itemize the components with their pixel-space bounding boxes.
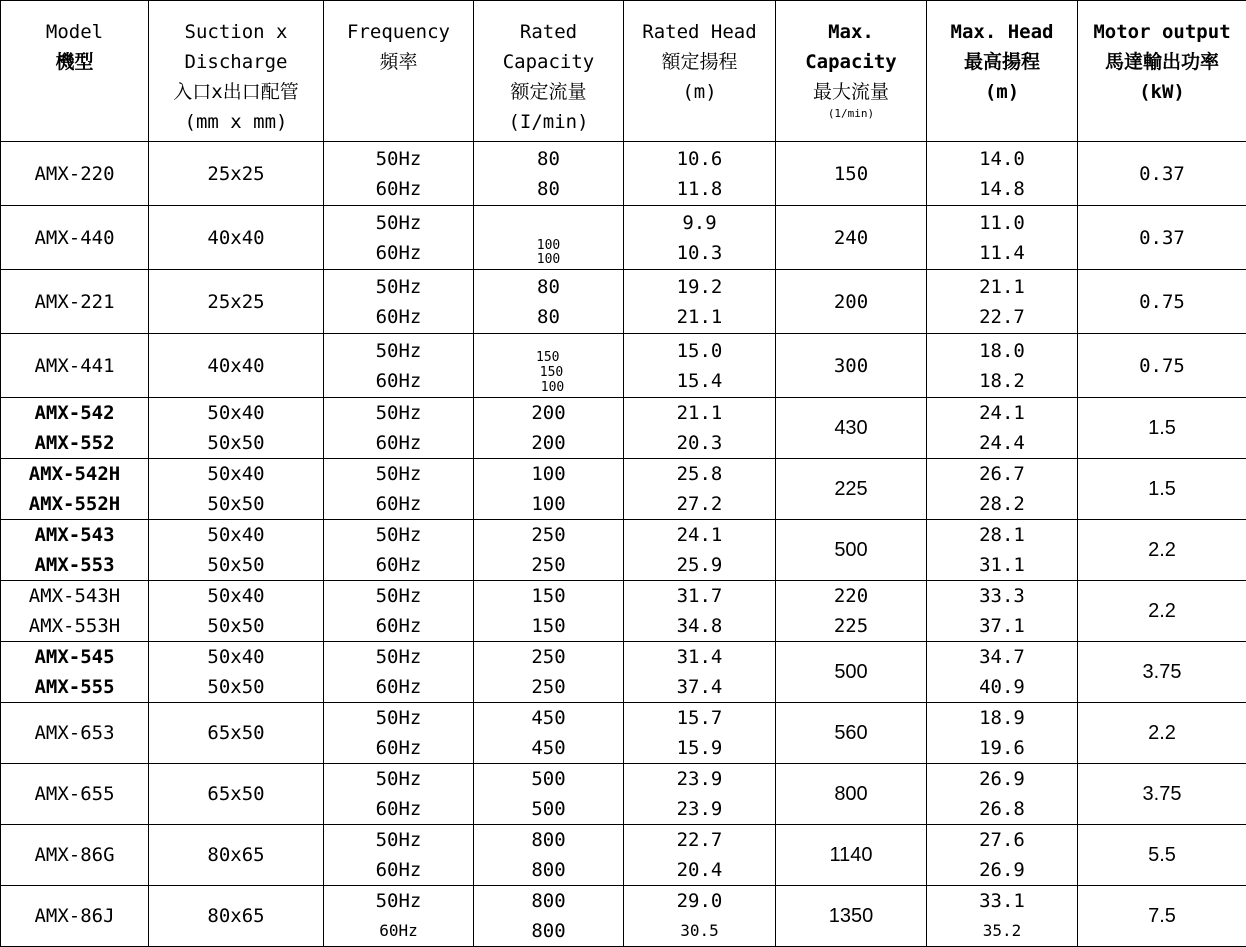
cell-suction: 40x40	[149, 206, 324, 270]
header-frequency: Frequency 頻率	[324, 1, 474, 142]
cell-rated-head: 24.1 25.9	[624, 520, 776, 581]
cell-rated-head: 29.0 30.5	[624, 886, 776, 947]
cell-frequency: 50Hz 60Hz	[324, 642, 474, 703]
cell-rated-capacity: 200 200	[474, 398, 624, 459]
cell-motor-output: 0.37	[1078, 142, 1246, 206]
cell-model: AMX-542H AMX-552H	[1, 459, 149, 520]
cell-motor-output: 0.75	[1078, 270, 1246, 334]
cell-frequency: 50Hz 60Hz	[324, 703, 474, 764]
cell-motor-output: 5.5	[1078, 825, 1246, 886]
cell-rated-head: 31.4 37.4	[624, 642, 776, 703]
cell-rated-head: 9.9 10.3	[624, 206, 776, 270]
cell-max-capacity: 1140	[776, 825, 927, 886]
cell-frequency: 50Hz 60Hz	[324, 886, 474, 947]
cell-frequency: 50Hz 60Hz	[324, 764, 474, 825]
table-row	[1, 764, 1246, 825]
cell-rated-head: 21.1 20.3	[624, 398, 776, 459]
cell-frequency: 50Hz 60Hz	[324, 398, 474, 459]
cell-rated-head: 23.9 23.9	[624, 764, 776, 825]
header-suction: Suction x Discharge 入口x出口配管 (mm x mm)	[149, 1, 324, 142]
table-row	[1, 825, 1246, 886]
cell-frequency: 50Hz 60Hz	[324, 581, 474, 642]
cell-rated-capacity: 250 250	[474, 520, 624, 581]
cell-rated-capacity: 80 80	[474, 270, 624, 334]
table-row	[1, 581, 1246, 642]
cell-rated-capacity: 800 800	[474, 825, 624, 886]
cell-max-head: 28.1 31.1	[927, 520, 1078, 581]
cell-rated-head: 15.7 15.9	[624, 703, 776, 764]
cell-model: AMX-545 AMX-555	[1, 642, 149, 703]
cell-model: AMX-655	[1, 764, 149, 825]
header-max-head: Max. Head 最高揚程 (m)	[927, 1, 1078, 142]
cell-max-head: 26.9 26.8	[927, 764, 1078, 825]
cell-max-head: 34.7 40.9	[927, 642, 1078, 703]
cell-max-capacity: 150	[776, 142, 927, 206]
cell-rated-head: 19.2 21.1	[624, 270, 776, 334]
cell-model: AMX-542 AMX-552	[1, 398, 149, 459]
cell-model: AMX-440	[1, 206, 149, 270]
cell-model: AMX-543H AMX-553H	[1, 581, 149, 642]
table-row	[1, 334, 1246, 398]
cell-rated-capacity: 100 100	[474, 206, 624, 270]
cell-max-capacity: 500	[776, 642, 927, 703]
table-row	[1, 398, 1246, 459]
cell-frequency: 50Hz 60Hz	[324, 270, 474, 334]
cell-max-capacity: 240	[776, 206, 927, 270]
table-row	[1, 206, 1246, 270]
cell-model: AMX-543 AMX-553	[1, 520, 149, 581]
cell-max-capacity: 220 225	[776, 581, 927, 642]
cell-max-capacity: 560	[776, 703, 927, 764]
cell-motor-output: 3.75	[1078, 764, 1246, 825]
cell-model: AMX-441	[1, 334, 149, 398]
cell-max-head: 33.3 37.1	[927, 581, 1078, 642]
cell-rated-capacity: 100 100	[474, 459, 624, 520]
cell-motor-output: 2.2	[1078, 703, 1246, 764]
cell-suction: 80x65	[149, 886, 324, 947]
cell-frequency: 50Hz 60Hz	[324, 825, 474, 886]
cell-model: AMX-86J	[1, 886, 149, 947]
cell-max-head: 26.7 28.2	[927, 459, 1078, 520]
cell-max-head: 11.0 11.4	[927, 206, 1078, 270]
cell-max-capacity: 300	[776, 334, 927, 398]
cell-suction: 40x40	[149, 334, 324, 398]
cell-motor-output: 1.5	[1078, 398, 1246, 459]
cell-model: AMX-221	[1, 270, 149, 334]
table-row	[1, 459, 1246, 520]
cell-motor-output: 2.2	[1078, 581, 1246, 642]
cell-rated-capacity: 800 800	[474, 886, 624, 947]
table-row	[1, 703, 1246, 764]
cell-suction: 50x40 50x50	[149, 459, 324, 520]
table-row	[1, 142, 1246, 206]
header-row	[1, 1, 1246, 142]
cell-motor-output: 2.2	[1078, 520, 1246, 581]
cell-suction: 25x25	[149, 270, 324, 334]
cell-max-head: 27.6 26.9	[927, 825, 1078, 886]
cell-frequency: 50Hz 60Hz	[324, 459, 474, 520]
cell-motor-output: 0.37	[1078, 206, 1246, 270]
cell-motor-output: 1.5	[1078, 459, 1246, 520]
cell-max-capacity: 225	[776, 459, 927, 520]
cell-rated-capacity: 80 80	[474, 142, 624, 206]
cell-suction: 50x40 50x50	[149, 642, 324, 703]
cell-rated-capacity: 500 500	[474, 764, 624, 825]
cell-suction: 25x25	[149, 142, 324, 206]
cell-model: AMX-220	[1, 142, 149, 206]
cell-suction: 50x40 50x50	[149, 581, 324, 642]
cell-rated-capacity: 250 250	[474, 642, 624, 703]
cell-max-head: 18.0 18.2	[927, 334, 1078, 398]
header-model: Model 機型	[1, 1, 149, 142]
cell-rated-capacity: 150 150	[474, 581, 624, 642]
cell-max-capacity: 430	[776, 398, 927, 459]
header-motor-output: Motor output 馬達輸出功率 (kW)	[1078, 1, 1246, 142]
cell-rated-head: 22.7 20.4	[624, 825, 776, 886]
table-row	[1, 270, 1246, 334]
cell-max-capacity: 500	[776, 520, 927, 581]
cell-max-head: 24.1 24.4	[927, 398, 1078, 459]
cell-motor-output: 0.75	[1078, 334, 1246, 398]
cell-motor-output: 7.5	[1078, 886, 1246, 947]
cell-rated-head: 10.6 11.8	[624, 142, 776, 206]
cell-rated-head: 15.0 15.4	[624, 334, 776, 398]
cell-max-capacity: 800	[776, 764, 927, 825]
cell-max-head: 14.0 14.8	[927, 142, 1078, 206]
header-rated-capacity: Rated Capacity 额定流量 (I/min)	[474, 1, 624, 142]
table-row	[1, 886, 1246, 947]
cell-max-head: 18.9 19.6	[927, 703, 1078, 764]
header-rated-head: Rated Head 額定揚程 (m)	[624, 1, 776, 142]
cell-suction: 50x40 50x50	[149, 398, 324, 459]
cell-rated-capacity: 450 450	[474, 703, 624, 764]
cell-frequency: 50Hz 60Hz	[324, 206, 474, 270]
cell-model: AMX-86G	[1, 825, 149, 886]
cell-suction: 80x65	[149, 825, 324, 886]
cell-max-capacity: 1350	[776, 886, 927, 947]
cell-suction: 65x50	[149, 703, 324, 764]
cell-max-capacity: 200	[776, 270, 927, 334]
cell-frequency: 50Hz 60Hz	[324, 334, 474, 398]
header-max-capacity: Max. Capacity 最大流量 (1/min)	[776, 1, 927, 142]
cell-suction: 65x50	[149, 764, 324, 825]
cell-max-head: 33.1 35.2	[927, 886, 1078, 947]
cell-motor-output: 3.75	[1078, 642, 1246, 703]
cell-rated-head: 31.7 34.8	[624, 581, 776, 642]
cell-suction: 50x40 50x50	[149, 520, 324, 581]
cell-rated-head: 25.8 27.2	[624, 459, 776, 520]
cell-model: AMX-653	[1, 703, 149, 764]
cell-rated-capacity: 150 150 100	[474, 334, 624, 398]
cell-frequency: 50Hz 60Hz	[324, 142, 474, 206]
table-row	[1, 642, 1246, 703]
table-row	[1, 520, 1246, 581]
cell-max-head: 21.1 22.7	[927, 270, 1078, 334]
cell-frequency: 50Hz 60Hz	[324, 520, 474, 581]
